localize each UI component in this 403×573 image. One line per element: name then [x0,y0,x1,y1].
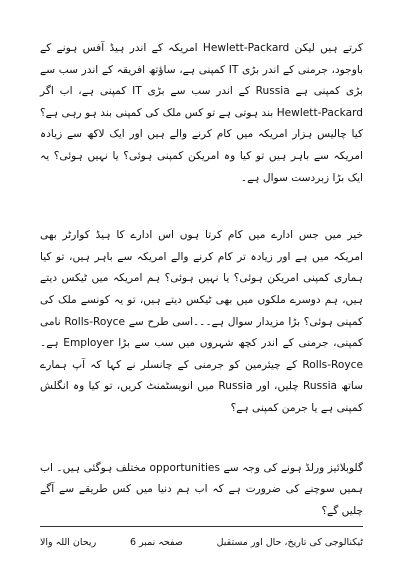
footer-divider [40,526,363,527]
footer-author: ریحان اللہ والا [40,536,97,548]
footer-page-number [130,537,183,548]
page-footer [40,532,363,552]
footer-book-title: ٹیکنالوجی کی تاریخ، حال اور مستقبل [216,536,363,548]
paragraph-1: کرتے ہیں لیکن Hewlett-Packard امریکہ کے اندر ہیڈ آفس ہونے کے باوجود، جرمنی کے اندر بڑی IT کمپنی ہے، ساؤتھ افریقہ کے اندر سب سے بڑی کمپنی ہے Russia کے اندر سب سے بڑی IT کمپنی ہے، اب اگر Hewlett-Packard بند ہوتی ہے تو کس ملک کی کمپنی بند ہو رہی ہے؟ کیا چالیس ہزار امریکہ میں کام کرنے والے ہیں اور ایک لاکھ سے زیادہ امریکہ سے باہر ہیں تو کیا وہ امریکن کمپنی ہوئی؟ یا نہیں ہوئی؟ یہ ایک بڑا زبردست سوال ہے۔ [40,42,363,184]
footer-page-label: صفحہ نمبر [138,536,183,548]
paragraph-2: خیر میں جس ادارے میں کام کرتا ہوں اس ادارے کا ہیڈ کوارٹر بھی امریکہ میں ہے اور زیادہ تر کام کرنے والے امریکہ سے باہر ہیں، تو کیا ہماری کمپنی امریکن ہوئی؟ یا نہیں ہوئی؟ ہم امریکہ میں ٹیکس دیتے ہیں، ہم دوسرے ملکوں میں بھی ٹیکس دیتے ہیں، تو یہ کونسے ملک کی کمپنی ہوئی؟ بڑا مزیدار سوال ہے۔۔۔اسی طرح سے Rolls-Royce نامی کمپنی، جرمنی کے اندر کچھ شہروں میں سب سے بڑا Employer ہے۔ Rolls-Royce کے چیئرمین کو جرمنی کے چانسلر نے کہا کہ آپ ہمارے ساتھ Russia چلیں، اور Russia میں انویسٹمنٹ کریں، تو کیا وہ انگلش کمپنی ہے یا جرمن کمپنی ہے؟ [40,229,363,414]
footer-page-value: 6 [129,536,136,548]
paragraph-3: گلوبلائیز ورلڈ ہونے کی وجہ سے opportunities مختلف ہوگئی ہیں۔ اب ہمیں سوچنے کی ضرورت ہے کہ اب ہم دنیا میں کس طریقے سے آگے چلیں گے؟ [40,461,363,517]
